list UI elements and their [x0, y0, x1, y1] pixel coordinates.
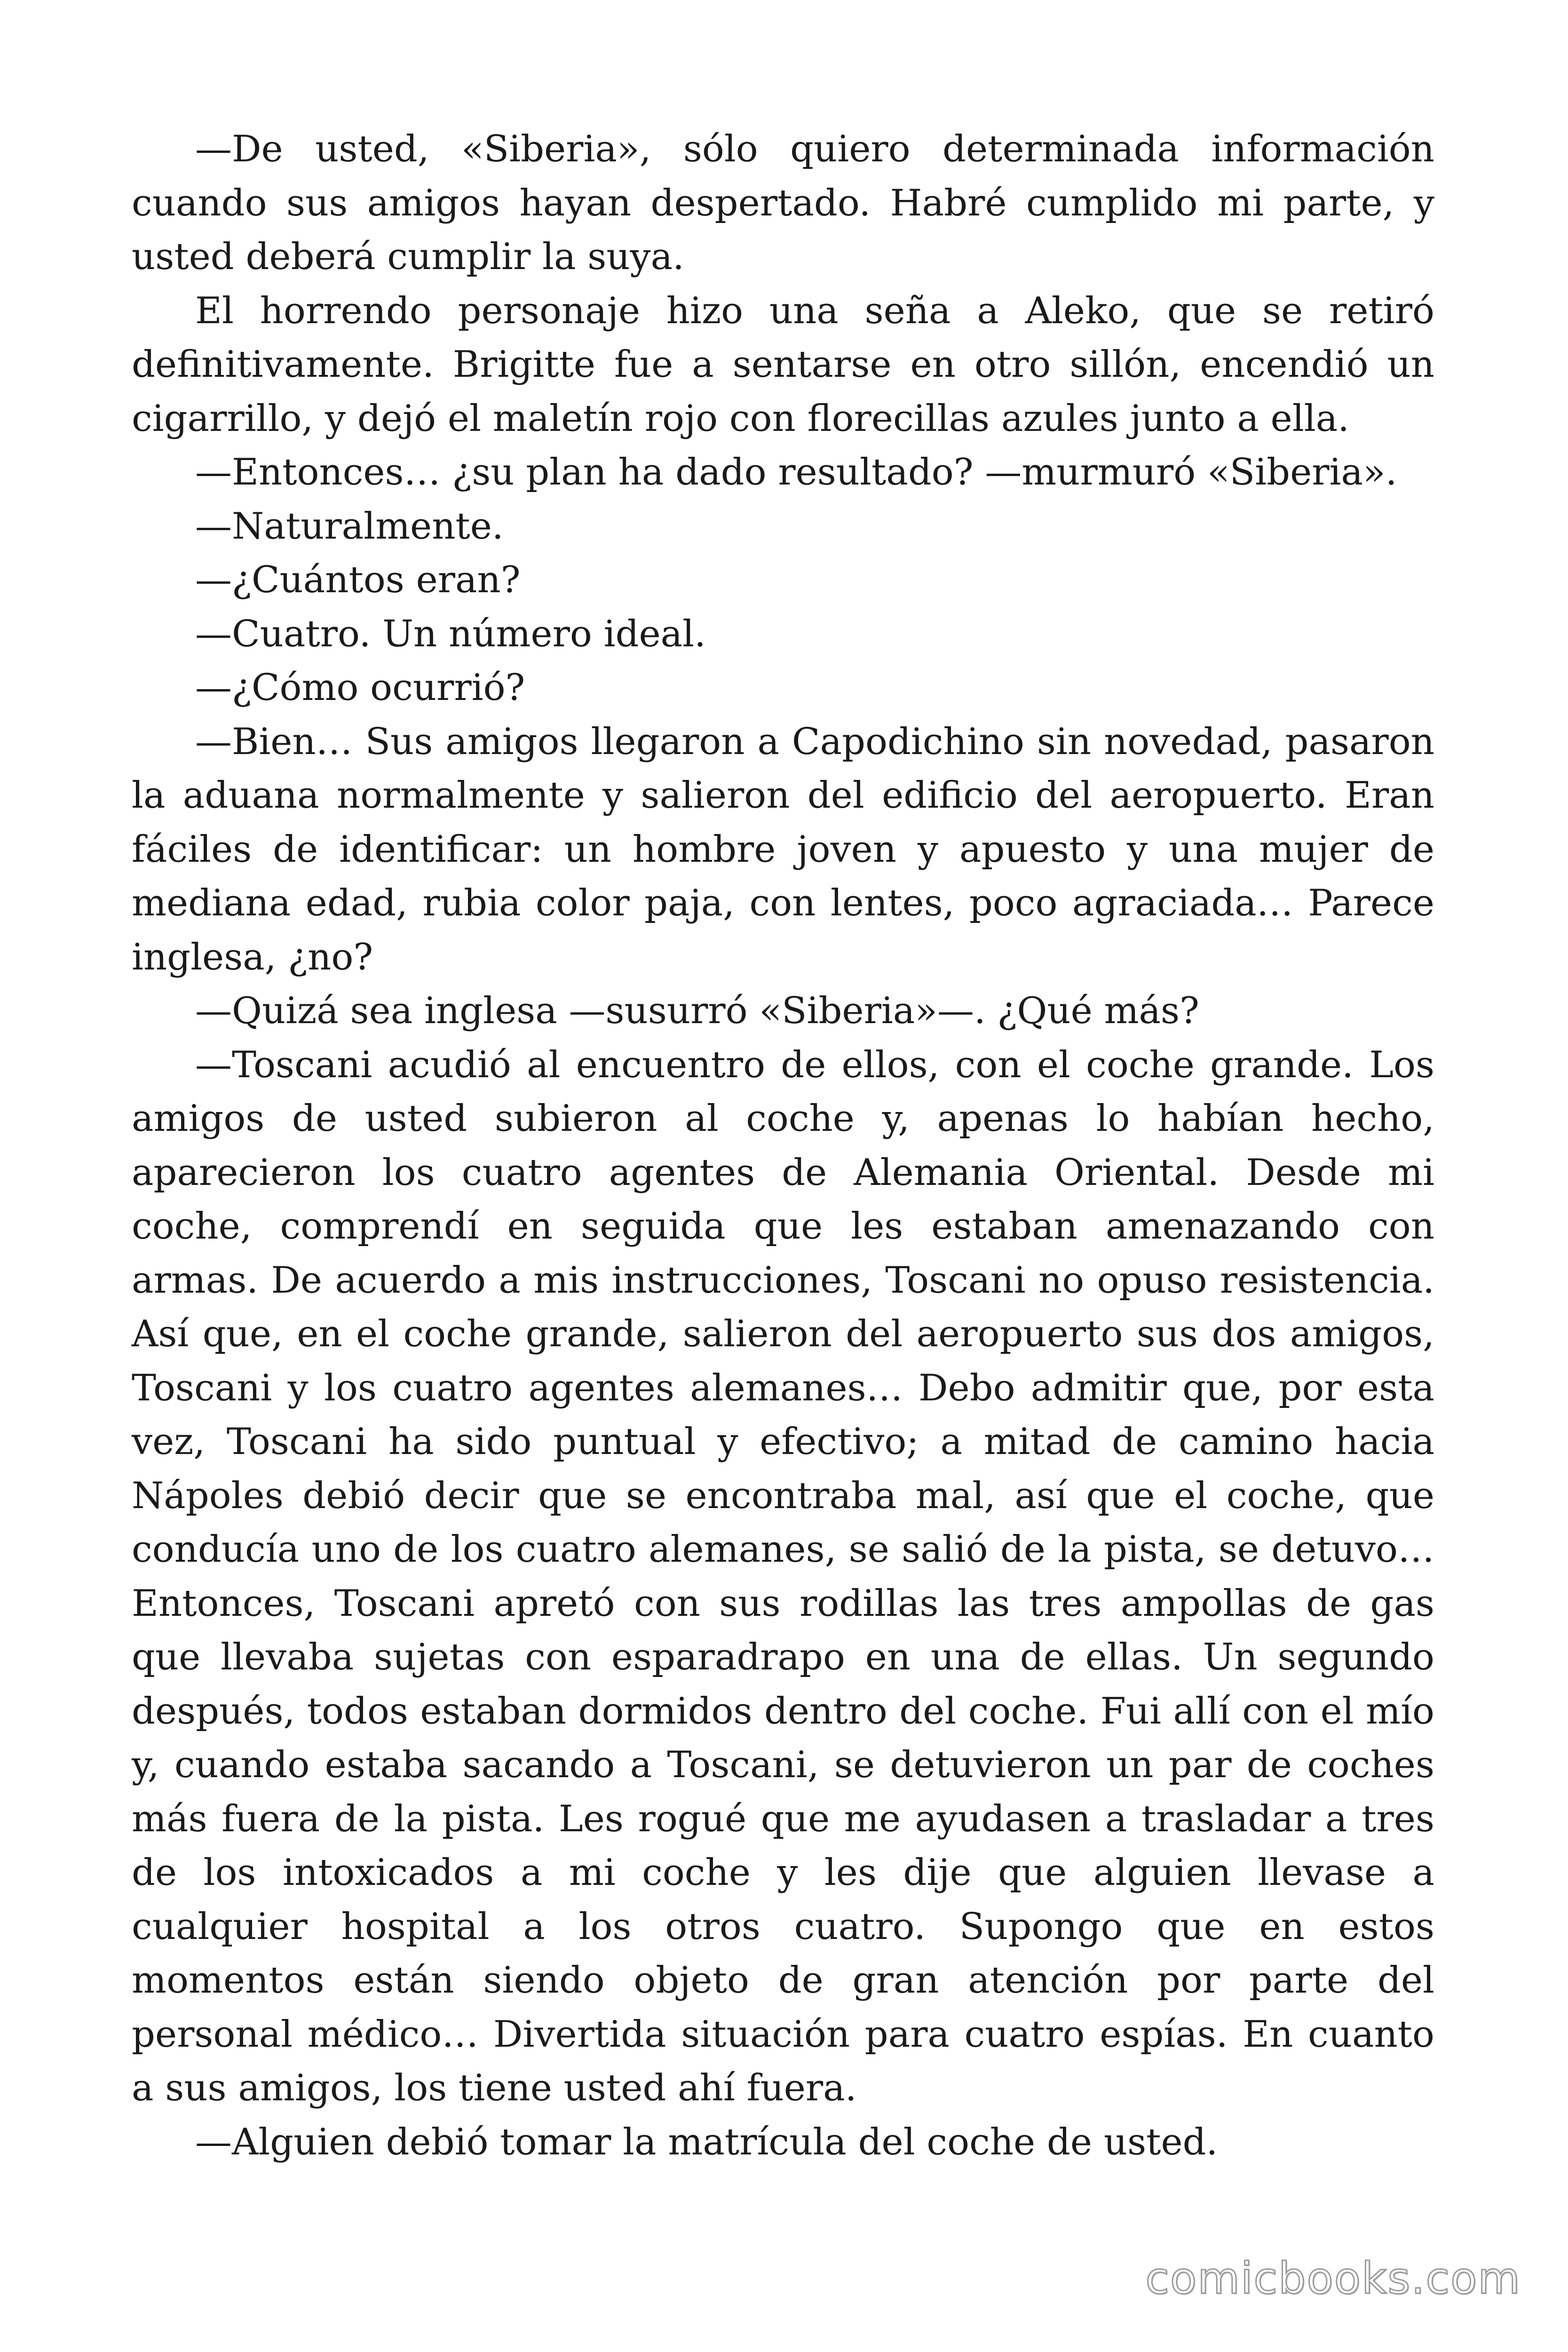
paragraph: —Toscani acudió al encuentro de ellos, con el coche grande. Los amigos de usted subieron al coche y, apenas lo habían hecho, aparecieron los cuatro agentes de Alemania Oriental. Desde mi coche, comprendí en seguida que les estaban amenazando con armas. De acuerdo a mis instrucciones, Toscani no opuso resistencia. Así que, en el coche grande, salieron del aeropuerto sus dos amigos, Toscani y los cuatro agentes alemanes… Debo admitir que, por esta vez, Toscani ha sido puntual y efectivo; a mitad de camino hacia Nápoles debió decir que se encontraba mal, así que el coche, que conducía uno de los cuatro alemanes, se salió de la pista, se detuvo… Entonces, Toscani apretó con sus rodillas las tres ampollas de gas que llevaba sujetas con esparadrapo en una de ellas. Un segundo después, todos estaban dormidos dentro del coche. Fui allí con el mío y, cuando estaba sacando a Toscani, se detuvieron un par de coches más fuera de la pista. Les rogué que me ayudasen a trasladar a tres de los intoxicados a mi coche y les dije que alguien llevase a cualquier hospital a los otros cuatro. Supongo que en estos momentos están siendo objeto de gran atención por parte del personal médico… Divertida situación para cuatro espías. En cuanto a sus amigos, los tiene usted ahí fuera. [132, 1043, 1434, 2109]
paragraph: —Quizá sea inglesa —susurró «Siberia»—. ¿Qué más? [195, 990, 1199, 1032]
paragraph: —Alguien debió tomar la matrícula del coche de usted. [195, 2121, 1218, 2163]
watermark: comicbooks.com [1145, 2253, 1521, 2304]
paragraph: —De usted, «Siberia», sólo quiero determinada información cuando sus amigos hayan despertado. Habré cumplido mi parte, y usted deberá cumplir la suya. [132, 128, 1434, 278]
paragraph: —¿Cómo ocurrió? [195, 667, 525, 709]
paragraph: —Bien… Sus amigos llegaron a Capodichino sin novedad, pasaron la aduana normalmente y salieron del edificio del aeropuerto. Eran fáciles de identificar: un hombre joven y apuesto y una mujer de mediana edad, rubia color paja, con lentes, poco agraciada… Parece inglesa, ¿no? [132, 720, 1434, 978]
paragraph: —Entonces… ¿su plan ha dado resultado? —murmuró «Siberia». [195, 451, 1397, 493]
paragraph: —¿Cuántos eran? [195, 559, 521, 601]
paragraph: El horrendo personaje hizo una seña a Aleko, que se retiró definitivamente. Brigitte fue a sentarse en otro sillón, encendió un cigarrillo, y dejó el maletín rojo con florecillas azules junto a ella. [132, 289, 1434, 440]
page-body [132, 122, 1434, 2169]
paragraph: —Naturalmente. [195, 505, 504, 548]
paragraph: —Cuatro. Un número ideal. [195, 612, 706, 655]
